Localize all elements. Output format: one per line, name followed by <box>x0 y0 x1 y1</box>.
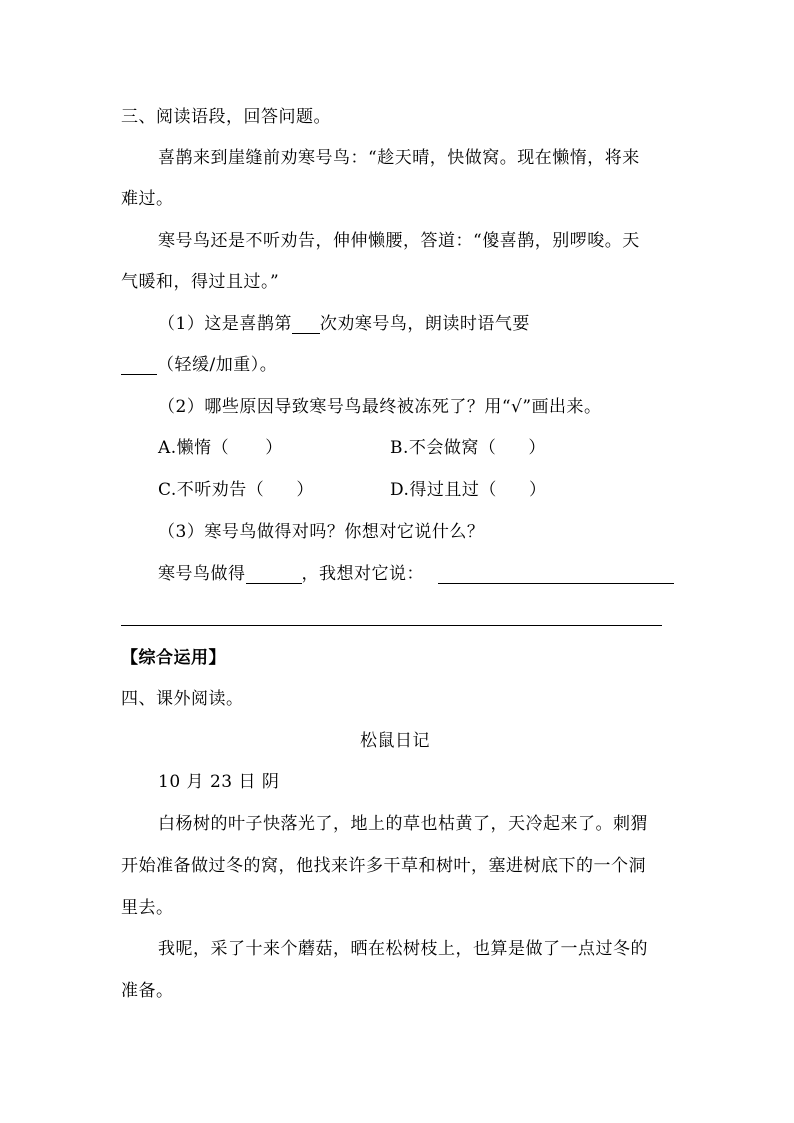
option-b[interactable] <box>390 438 546 458</box>
question-3-judgement-blank[interactable] <box>246 565 302 584</box>
question-1-count-blank[interactable] <box>292 315 320 334</box>
diary-date: 10 月 23 日 阴 <box>158 772 280 792</box>
question-3: （3）寒号鸟做得对吗？你想对它说什么？ <box>158 522 485 542</box>
option-b-label: B.不会做窝（ <box>390 438 497 458</box>
question-1-line-2 <box>121 355 277 375</box>
option-b-close-paren: ） <box>528 438 546 458</box>
passage-paragraph-1-line-2: 难过。 <box>121 189 174 209</box>
section-4-heading: 四、课外阅读。 <box>121 689 244 709</box>
question-1-tone-blank[interactable] <box>121 356 157 375</box>
option-d[interactable] <box>390 480 546 500</box>
passage-paragraph-2-line-1: 寒号鸟还是不听劝告，伸伸懒腰，答道：“傻喜鹊，别啰唆。天 <box>158 231 640 251</box>
diary-paragraph-1-line-1: 白杨树的叶子快落光了，地上的草也枯黄了，天冷起来了。刺猬 <box>158 814 648 834</box>
question-1-line-1 <box>158 314 530 334</box>
question-3-answer-text-b: ，我想对它说： <box>301 564 424 584</box>
question-1-text-c: （轻缓/加重）。 <box>157 355 278 375</box>
option-c[interactable] <box>158 480 314 500</box>
section-3-heading: 三、阅读语段，回答问题。 <box>121 107 331 127</box>
diary-paragraph-1-line-3: 里去。 <box>121 898 174 918</box>
option-a-close-paren: ） <box>265 438 283 458</box>
passage-paragraph-2-line-2: 气暖和，得过且过。” <box>121 272 280 292</box>
question-1-text-b: 次劝寒号鸟，朗读时语气要 <box>319 314 530 334</box>
option-a[interactable] <box>158 438 283 458</box>
option-c-close-paren: ） <box>296 480 314 500</box>
question-1-text-a: （1）这是喜鹊第 <box>158 314 292 334</box>
diary-paragraph-1-line-2: 开始准备做过冬的窝，他找来许多干草和树叶，塞进树底下的一个洞 <box>121 856 646 876</box>
question-3-answer-blank-line-2[interactable] <box>121 625 662 626</box>
passage-paragraph-1-line-1: 喜鹊来到崖缝前劝寒号鸟：“趁天晴，快做窝。现在懒惰，将来 <box>158 148 640 168</box>
option-c-label: C.不听劝告（ <box>158 480 265 500</box>
option-a-label: A.懒惰（ <box>158 438 230 458</box>
question-3-answer-blank-line-1[interactable] <box>438 583 674 584</box>
question-2: （2）哪些原因导致寒号鸟最终被冻死了？用“√”画出来。 <box>158 397 602 417</box>
diary-paragraph-2-line-1: 我呢，采了十来个蘑菇，晒在松树枝上，也算是做了一点过冬的 <box>158 939 648 959</box>
reading-title: 松鼠日记 <box>360 731 430 751</box>
option-d-label: D.得过且过（ <box>390 480 497 500</box>
diary-paragraph-2-line-2: 准备。 <box>121 981 174 1001</box>
question-3-answer-text-a: 寒号鸟做得 <box>158 564 246 584</box>
option-d-close-paren: ） <box>528 480 547 500</box>
section-comprehensive-label: 【综合运用】 <box>121 648 226 668</box>
question-3-answer <box>158 564 424 584</box>
